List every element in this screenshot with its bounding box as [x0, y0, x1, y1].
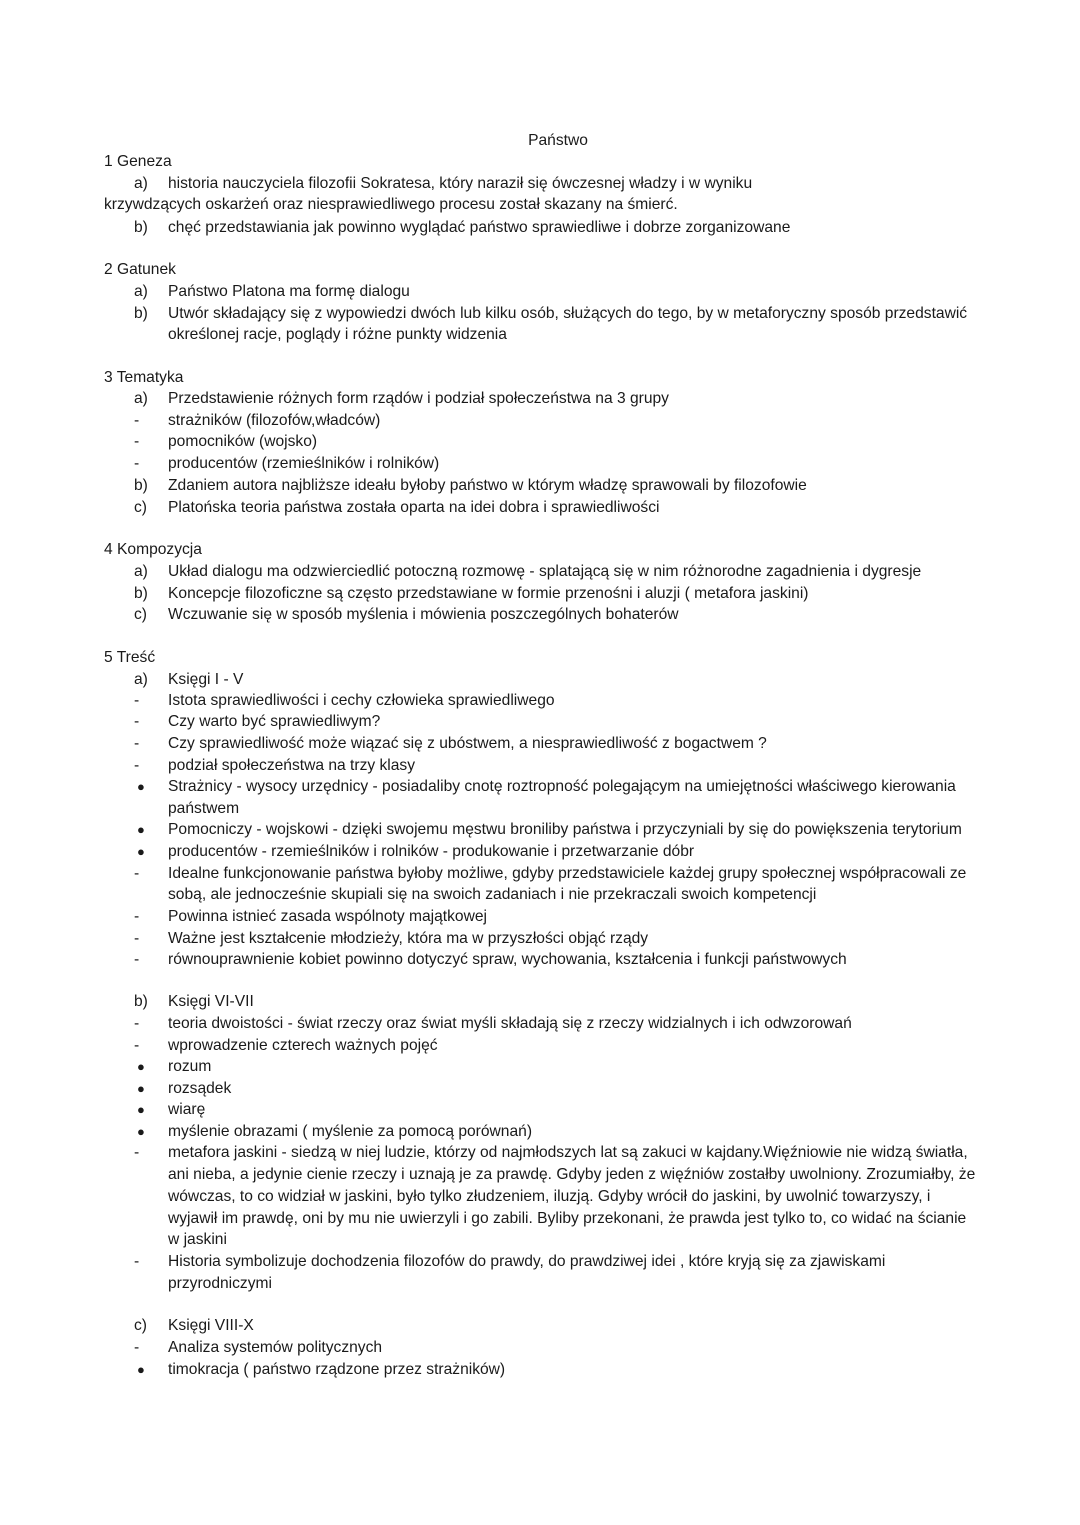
list-item-text: państwem — [168, 800, 240, 817]
list-item-text: rozsądek — [168, 1080, 232, 1097]
list-item-text: Historia symbolizuje dochodzenia filozofów do prawdy, do prawdziwej idei , które kryją się za zjawiskami — [168, 1253, 886, 1270]
list-item-text: ani nieba, a jedynie cienie rzeczy i uznają je za prawdę. Gdyby jeden z więźniów zostałby uwolniony. Zrozumiałby, że — [168, 1166, 976, 1183]
list-item-text: teoria dwoistości - świat rzeczy oraz świat myśli składają się z rzeczy widzialnych i ich odwzorowań — [168, 1015, 852, 1032]
list-marker: c) — [134, 1317, 147, 1334]
list-item-text: Pomocniczy - wojskowi - dzięki swojemu męstwu broniliby państwa i przyczyniali by się do powiększenia terytorium — [168, 821, 962, 838]
list-item-text: Analiza systemów politycznych — [168, 1339, 383, 1356]
list-item-text: wprowadzenie czterech ważnych pojęć — [168, 1037, 438, 1054]
list-marker: - — [134, 412, 140, 429]
list-marker: - — [134, 433, 140, 450]
list-marker: b) — [134, 993, 148, 1010]
list-item-text: Czy warto być sprawiedliwym? — [168, 713, 381, 730]
list-marker: - — [134, 930, 140, 947]
list-item-text: myślenie obrazami ( myślenie za pomocą porównań) — [168, 1123, 533, 1140]
list-marker: - — [134, 455, 140, 472]
bullet-icon: ● — [137, 1362, 145, 1377]
list-item-text: wyjawił im prawdę, oni by mu nie uwierzyli i go zabili. Byliby przekonani, że prawda jest tylko to, co widać na ścianie — [168, 1210, 967, 1227]
list-marker: - — [134, 865, 140, 882]
list-marker: - — [134, 951, 140, 968]
list-item-text: Istota sprawiedliwości i cechy człowieka sprawiedliwego — [168, 692, 555, 709]
bullet-icon: ● — [137, 1124, 145, 1139]
list-marker: - — [134, 692, 140, 709]
list-marker: - — [134, 1339, 140, 1356]
list-item-text: Księgi VIII-X — [168, 1317, 254, 1334]
list-item-text: w jaskini — [168, 1231, 227, 1248]
section-heading: 2 Gatunek — [104, 261, 176, 278]
list-item-text: producentów - rzemieślników i rolników - produkowanie i przetwarzanie dóbr — [168, 843, 695, 860]
list-item-text: Strażnicy - wysocy urzędnicy - posiadaliby cnotę roztropność polegającym na umiejętności właściwego kierowania — [168, 778, 956, 795]
list-item-text: producentów (rzemieślników i rolników) — [168, 455, 440, 472]
list-item-text: określonej racje, poglądy i różne punkty widzenia — [168, 326, 507, 343]
list-item-text: sobą, ale jednocześnie skupiali się na swoich zadaniach i nie przekraczali swoich kompetencji — [168, 886, 817, 903]
list-marker: a) — [134, 671, 148, 688]
bullet-icon: ● — [137, 1059, 145, 1074]
list-item-text: metafora jaskini - siedzą w niej ludzie, którzy od najmłodszych lat są zakuci w kajdany.Więźniowie nie widzą światła, — [168, 1144, 968, 1161]
list-marker: a) — [134, 563, 148, 580]
list-item-text: podział społeczeństwa na trzy klasy — [168, 757, 416, 774]
page-title: Państwo — [528, 132, 588, 149]
list-item-text: Księgi VI-VII — [168, 993, 254, 1010]
list-item-text: rozum — [168, 1058, 212, 1075]
list-item-text: Księgi I - V — [168, 671, 244, 688]
list-item-text: Przedstawienie różnych form rządów i podział społeczeństwa na 3 grupy — [168, 390, 669, 407]
list-marker: - — [134, 757, 140, 774]
list-item-text: strażników (filozofów,władców) — [168, 412, 381, 429]
list-marker: b) — [134, 585, 148, 602]
list-marker: a) — [134, 175, 148, 192]
list-item-text: przyrodniczymi — [168, 1275, 272, 1292]
list-item-text: równouprawnienie kobiet powinno dotyczyć spraw, wychowania, kształcenia i funkcji państwowych — [168, 951, 847, 968]
list-item-text: wiarę — [168, 1101, 206, 1118]
list-item-text: Państwo Platona ma formę dialogu — [168, 283, 410, 300]
list-marker: a) — [134, 283, 148, 300]
list-marker: b) — [134, 477, 148, 494]
list-item-text: Platońska teoria państwa została oparta na idei dobra i sprawiedliwości — [168, 499, 660, 516]
list-item-text: timokracja ( państwo rządzone przez strażników) — [168, 1361, 506, 1378]
list-item-text: Układ dialogu ma odzwierciedlić potoczną rozmowę - splatającą się w nim różnorodne zagadnienia i dygresje — [168, 563, 922, 580]
list-item-text: Czy sprawiedliwość może wiązać się z ubóstwem, a niesprawiedliwość z bogactwem ? — [168, 735, 767, 752]
list-item-text: chęć przedstawiania jak powinno wyglądać państwo sprawiedliwe i dobrze zorganizowane — [168, 219, 791, 236]
bullet-icon: ● — [137, 822, 145, 837]
list-marker: b) — [134, 219, 148, 236]
list-item-text: Koncepcje filozoficzne są często przedstawiane w formie przenośni i aluzji ( metafora jaskini) — [168, 585, 809, 602]
list-item-text: Powinna istnieć zasada wspólnoty majątkowej — [168, 908, 487, 925]
bullet-icon: ● — [137, 844, 145, 859]
list-item-text: Ważne jest kształcenie młodzieży, która ma w przyszłości objąć rządy — [168, 930, 649, 947]
list-marker: a) — [134, 390, 148, 407]
list-marker: b) — [134, 305, 148, 322]
section-heading: 3 Tematyka — [104, 369, 184, 386]
list-item-text: Zdaniem autora najbliższe ideału byłoby państwo w którym władzę sprawowali by filozofowie — [168, 477, 807, 494]
list-marker: - — [134, 713, 140, 730]
list-marker: - — [134, 1144, 140, 1161]
list-item-text: Utwór składający się z wypowiedzi dwóch lub kilku osób, służących do tego, by w metaforyczny sposób przedstawić — [168, 305, 968, 322]
list-item-text: pomocników (wojsko) — [168, 433, 318, 450]
list-marker: - — [134, 1253, 140, 1270]
list-marker: - — [134, 1037, 140, 1054]
list-item-text: Wczuwanie się w sposób myślenia i mówienia poszczególnych bohaterów — [168, 606, 679, 623]
list-item-text: krzywdzących oskarżeń oraz niesprawiedliwego procesu został skazany na śmierć. — [104, 196, 678, 213]
list-item-text: Idealne funkcjonowanie państwa byłoby możliwe, gdyby przedstawiciele każdej grupy społecznej współpracowali ze — [168, 865, 967, 882]
section-heading: 5 Treść — [104, 649, 156, 666]
list-item-text: historia nauczyciela filozofii Sokratesa, który naraził się ówczesnej władzy i w wyniku — [168, 175, 753, 192]
list-marker: - — [134, 1015, 140, 1032]
list-marker: c) — [134, 499, 147, 516]
list-marker: - — [134, 908, 140, 925]
list-marker: - — [134, 735, 140, 752]
section-heading: 1 Geneza — [104, 153, 172, 170]
section-heading: 4 Kompozycja — [104, 541, 202, 558]
bullet-icon: ● — [137, 1081, 145, 1096]
bullet-icon: ● — [137, 1102, 145, 1117]
list-marker: c) — [134, 606, 147, 623]
list-item-text: wówczas, to co widział w jaskini, było tylko złudzeniem, iluzją. Gdyby wrócił do jaskini, by uwolnić towarzyszy, i — [168, 1188, 931, 1205]
bullet-icon: ● — [137, 779, 145, 794]
